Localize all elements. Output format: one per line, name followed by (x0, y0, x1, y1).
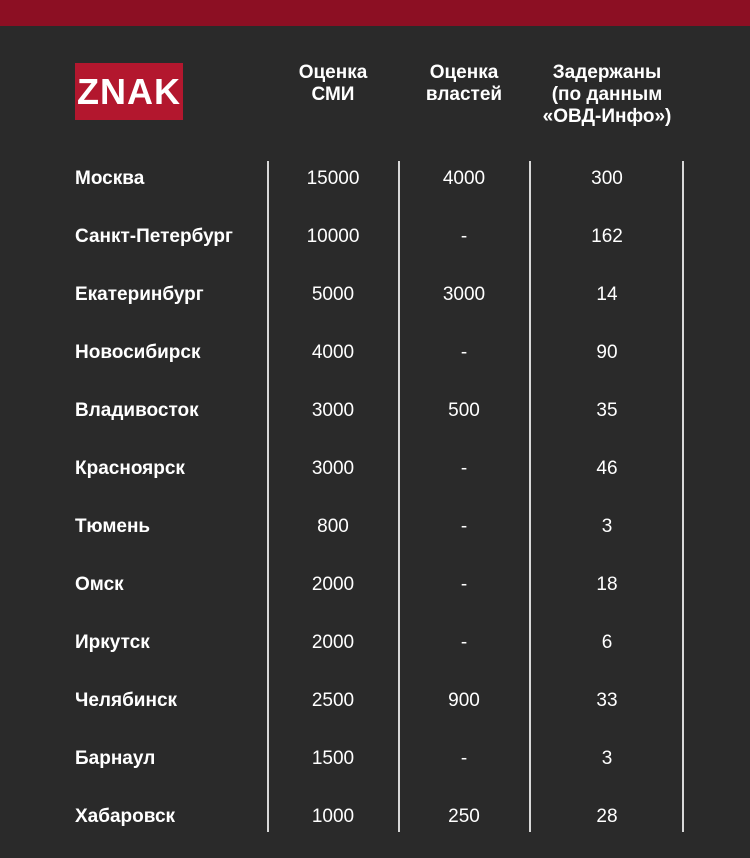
column-divider (267, 161, 269, 832)
row-city-label: Владивосток (75, 400, 199, 421)
logo-text: ZNAK (77, 70, 181, 112)
cell-detained: 162 (591, 226, 623, 247)
header-line: (по данным (551, 84, 663, 105)
row-city-label: Омск (75, 574, 124, 595)
column-header-media (299, 62, 368, 106)
cell-media: 5000 (311, 284, 355, 305)
header-line: СМИ (311, 84, 355, 105)
row-city-label: Хабаровск (75, 806, 176, 827)
cell-detained: 28 (596, 806, 618, 827)
header-line: «ОВД-Инфо») (542, 106, 672, 127)
znak-logo (75, 63, 183, 120)
cell-authorities: - (460, 574, 468, 595)
cell-media: 3000 (311, 458, 355, 479)
row-city-label: Екатеринбург (75, 284, 204, 305)
cell-detained: 300 (591, 168, 623, 189)
cell-media: 3000 (311, 400, 355, 421)
header-line: властей (425, 84, 503, 105)
column-divider (398, 161, 400, 832)
cell-detained: 3 (601, 748, 613, 769)
header-line: Задержаны (552, 62, 662, 83)
cell-media: 1500 (311, 748, 355, 769)
cell-authorities: - (460, 632, 468, 653)
cell-detained: 3 (601, 516, 613, 537)
cell-authorities: - (460, 458, 468, 479)
cell-detained: 33 (596, 690, 618, 711)
cell-authorities: - (460, 516, 468, 537)
cell-detained: 46 (596, 458, 618, 479)
cell-media: 1000 (311, 806, 355, 827)
top-accent-bar (0, 0, 750, 26)
cell-authorities: 500 (448, 400, 480, 421)
row-city-label: Тюмень (75, 516, 151, 537)
cell-detained: 90 (596, 342, 618, 363)
row-city-label: Новосибирск (75, 342, 201, 363)
cell-media: 10000 (306, 226, 360, 247)
column-divider (529, 161, 531, 832)
cell-media: 2500 (311, 690, 355, 711)
cell-authorities: 250 (448, 806, 480, 827)
header-line: Оценка (429, 62, 499, 83)
column-header-detained (543, 62, 672, 128)
cell-media: 2000 (311, 632, 355, 653)
row-city-label: Красноярск (75, 458, 185, 479)
cell-authorities: 900 (448, 690, 480, 711)
row-city-label: Иркутск (75, 632, 150, 653)
cell-detained: 6 (601, 632, 613, 653)
row-city-label: Москва (75, 168, 145, 189)
column-divider (682, 161, 684, 832)
cell-authorities: 4000 (442, 168, 486, 189)
cell-media: 15000 (306, 168, 360, 189)
cell-authorities: - (460, 342, 468, 363)
row-city-label: Челябинск (75, 690, 178, 711)
header-line: Оценка (298, 62, 368, 83)
cell-detained: 18 (596, 574, 618, 595)
cell-authorities: - (460, 748, 468, 769)
cell-detained: 35 (596, 400, 618, 421)
row-city-label: Барнаул (75, 748, 156, 769)
cell-authorities: - (460, 226, 468, 247)
cell-media: 4000 (311, 342, 355, 363)
cell-authorities: 3000 (442, 284, 486, 305)
cell-media: 800 (317, 516, 349, 537)
cell-media: 2000 (311, 574, 355, 595)
row-city-label: Санкт-Петербург (75, 226, 233, 247)
column-header-authorities (426, 62, 502, 106)
cell-detained: 14 (596, 284, 618, 305)
